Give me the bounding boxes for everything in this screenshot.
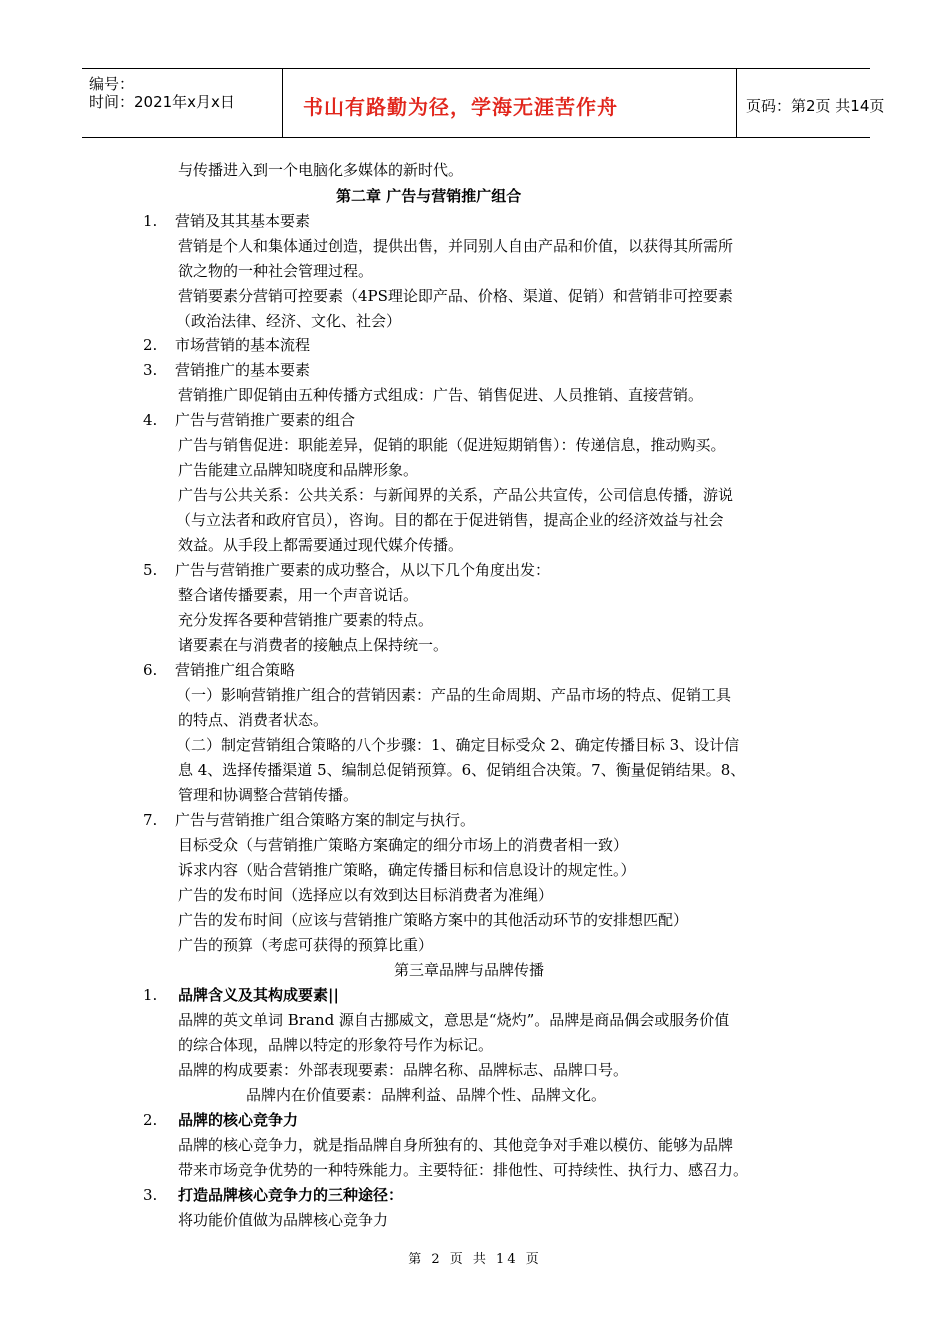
text-line: 充分发挥各要种营销推广要素的特点。 bbox=[178, 611, 434, 629]
text-line: 广告的发布时间（选择应以有效到达目标消费者为准绳） bbox=[178, 886, 554, 904]
header-meta-cell bbox=[82, 69, 283, 137]
text-line: 带来市场竞争优势的一种特殊能力。主要特征：排他性、可持续性、执行力、感召力。 bbox=[178, 1161, 749, 1179]
text-line: 的特点、消费者状态。 bbox=[178, 711, 329, 729]
text-line: （二）制定营销组合策略的八个步骤：1、确定目标受众 2、确定传播目标 3、设计信 bbox=[176, 736, 740, 754]
text-line: 广告的预算（考虑可获得的预算比重） bbox=[178, 936, 434, 954]
section-heading: 营销推广的基本要素 bbox=[175, 361, 311, 379]
text-line: 品牌的英文单词 Brand 源自古挪威文，意思是“烧灼”。品牌是商品偶会或服务价值 bbox=[178, 1011, 730, 1029]
item-number: 3. bbox=[143, 361, 158, 379]
text-line: 品牌的核心竞争力，就是指品牌自身所独有的、其他竞争对手难以模仿、能够为品牌 bbox=[178, 1136, 734, 1154]
section-heading: 营销及其其基本要素 bbox=[175, 212, 311, 230]
section-heading: 营销推广组合策略 bbox=[175, 661, 296, 679]
text-line: 营销推广即促销由五种传播方式组成：广告、销售促进、人员推销、直接营销。 bbox=[178, 386, 704, 404]
text-line: 的综合体现，品牌以特定的形象符号作为标记。 bbox=[178, 1036, 494, 1054]
text-line: （一）影响营销推广组合的营销因素：产品的生命周期、产品市场的特点、促销工具 bbox=[176, 686, 732, 704]
section-heading: 广告与营销推广要素的组合 bbox=[175, 411, 356, 429]
text-line: 广告与销售促进：职能差异，促销的职能（促进短期销售）：传递信息，推动购买。 bbox=[178, 436, 726, 454]
section-heading: 品牌的核心竞争力 bbox=[178, 1111, 299, 1129]
item-number: 1. bbox=[143, 212, 158, 230]
item-number: 6. bbox=[143, 661, 158, 679]
text-line: （与立法者和政府官员），咨询。目的都在于促进销售，提高企业的经济效益与社会 bbox=[176, 511, 724, 529]
item-number: 5. bbox=[143, 561, 158, 579]
header-page-cell bbox=[737, 69, 885, 137]
section-heading: 打造品牌核心竞争力的三种途径： bbox=[178, 1186, 404, 1204]
text-line: 品牌的构成要素：外部表现要素：品牌名称、品牌标志、品牌口号。 bbox=[178, 1061, 629, 1079]
section-heading: 品牌含义及其构成要素|| bbox=[178, 986, 339, 1004]
page-info: 页码：第2页 共14页 bbox=[746, 97, 885, 115]
text-line: 广告与公共关系：公共关系：与新闻界的关系，产品公共宣传，公司信息传播，游说 bbox=[178, 486, 734, 504]
text-line: （政治法律、经济、文化、社会） bbox=[176, 312, 402, 330]
text-line: 与传播进入到一个电脑化多媒体的新时代。 bbox=[178, 161, 464, 179]
text-line: 广告能建立品牌知晓度和品牌形象。 bbox=[178, 461, 419, 479]
chapter-3-title: 第三章品牌与品牌传播 bbox=[394, 961, 545, 979]
text-line: 将功能价值做为品牌核心竞争力 bbox=[178, 1211, 389, 1229]
chapter-2-title: 第二章 广告与营销推广组合 bbox=[336, 187, 522, 205]
text-line: 品牌内在价值要素：品牌利益、品牌个性、品牌文化。 bbox=[246, 1086, 607, 1104]
page-footer bbox=[0, 1248, 950, 1267]
page-header bbox=[82, 68, 885, 138]
item-number: 1. bbox=[143, 986, 158, 1004]
header-motto-cell bbox=[283, 69, 737, 137]
time-label: 时间：2021年x月x日 bbox=[89, 93, 235, 111]
footer-page-number: 第 2 页 共 14 页 bbox=[408, 1252, 542, 1267]
item-number: 2. bbox=[143, 336, 158, 354]
section-heading: 广告与营销推广要素的成功整合，从以下几个角度出发： bbox=[175, 561, 551, 579]
text-line: 诉求内容（贴合营销推广策略，确定传播目标和信息设计的规定性。） bbox=[178, 861, 636, 879]
text-line: 广告的发布时间（应该与营销推广策略方案中的其他活动环节的安排想匹配） bbox=[178, 911, 689, 929]
text-line: 整合诸传播要素，用一个声音说话。 bbox=[178, 586, 419, 604]
header-motto: 书山有路勤为径，学海无涯苦作舟 bbox=[303, 95, 618, 119]
item-number: 2. bbox=[143, 1111, 158, 1129]
section-heading: 市场营销的基本流程 bbox=[175, 336, 311, 354]
item-number: 4. bbox=[143, 411, 158, 429]
item-number: 3. bbox=[143, 1186, 158, 1204]
section-heading: 广告与营销推广组合策略方案的制定与执行。 bbox=[175, 811, 476, 829]
text-line: 营销要素分营销可控要素（4PS理论即产品、价格、渠道、促销）和营销非可控要素 bbox=[178, 287, 733, 305]
text-line: 诸要素在与消费者的接触点上保持统一。 bbox=[178, 636, 449, 654]
text-line: 息 4、选择传播渠道 5、编制总促销预算。6、促销组合决策。7、衡量促销结果。8、 bbox=[178, 761, 746, 779]
text-line: 营销是个人和集体通过创造，提供出售，并同别人自由产品和价值，以获得其所需所 bbox=[178, 237, 734, 255]
text-line: 管理和协调整合营销传播。 bbox=[178, 786, 359, 804]
item-number: 7. bbox=[143, 811, 158, 829]
text-line: 效益。从手段上都需要通过现代媒介传播。 bbox=[178, 536, 464, 554]
number-label: 编号： bbox=[89, 75, 135, 93]
text-line: 欲之物的一种社会管理过程。 bbox=[178, 262, 374, 280]
text-line: 目标受众（与营销推广策略方案确定的细分市场上的消费者相一致） bbox=[178, 836, 629, 854]
